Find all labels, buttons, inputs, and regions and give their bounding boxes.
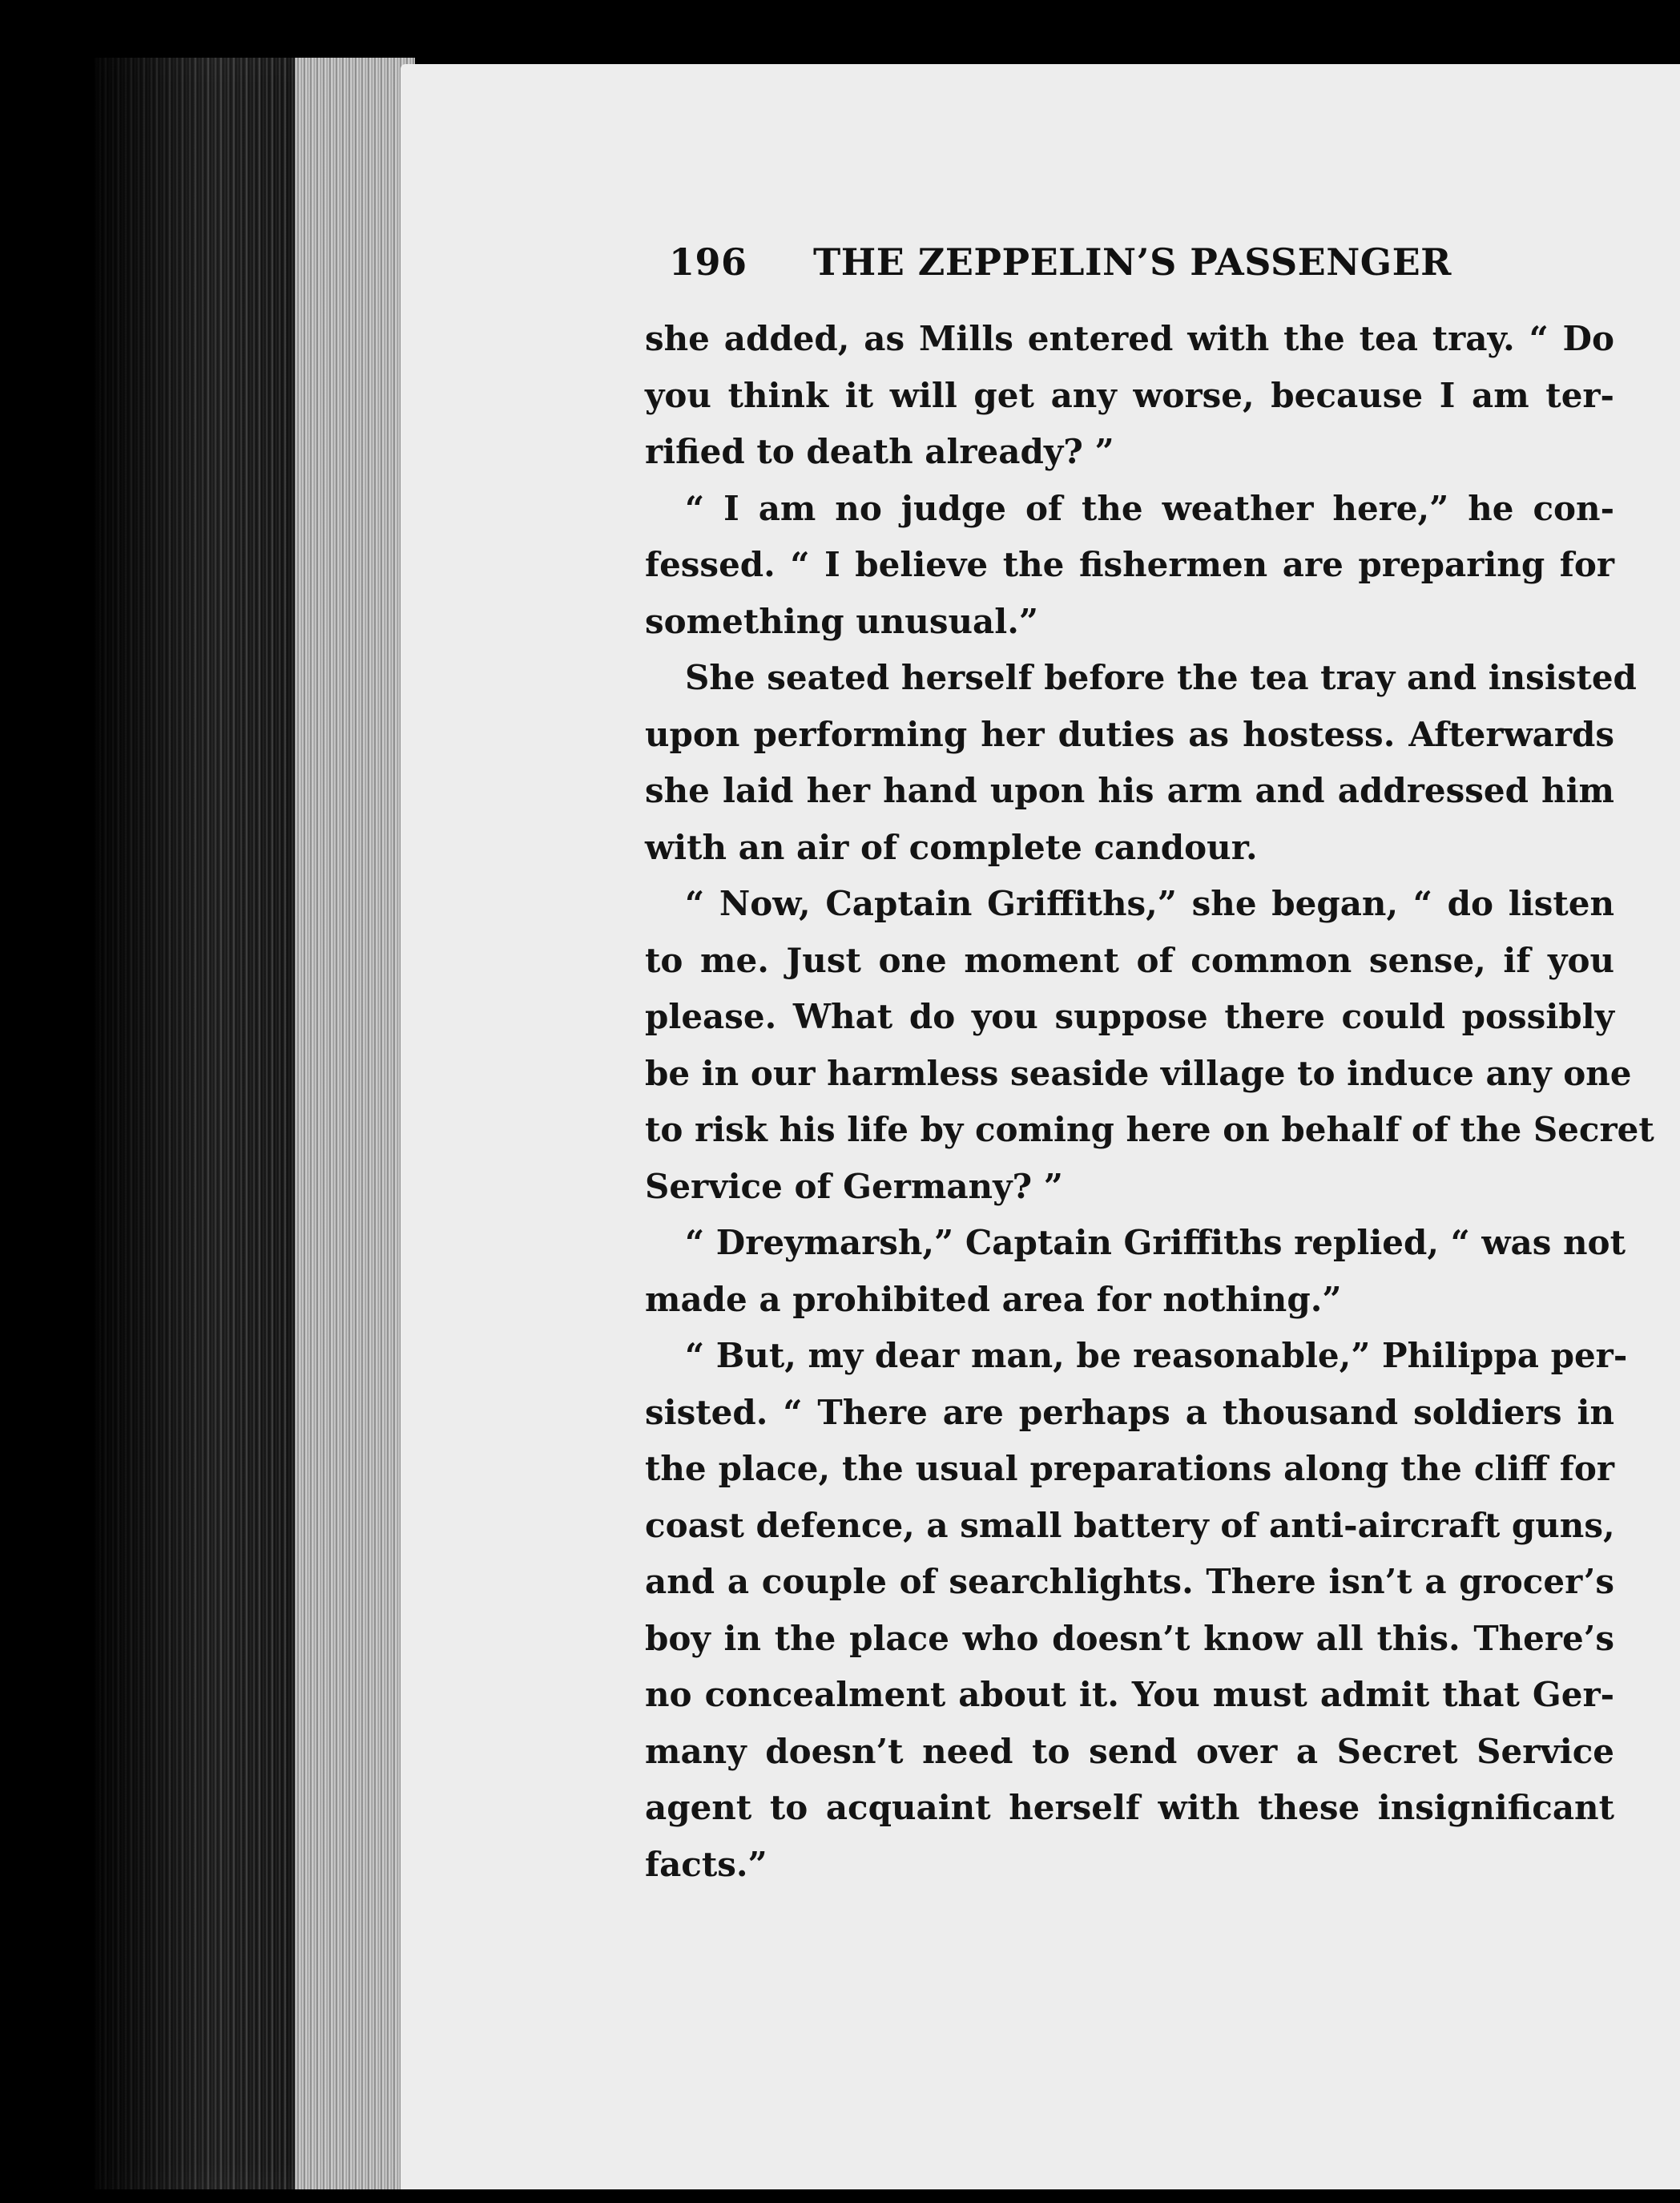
body-text xyxy=(645,311,1654,1893)
text-line: to me. Just one moment of common sense, if you xyxy=(645,940,1614,980)
text-line: facts.” xyxy=(645,1844,767,1884)
text-line: coast defence, a small battery of anti-aircraft guns, xyxy=(645,1505,1615,1545)
text-line: “ But, my dear man, be reasonable,” Philippa per- xyxy=(685,1336,1628,1375)
running-title: THE ZEPPELIN’S PASSENGER xyxy=(813,240,1452,284)
text-line: to risk his life by coming here on behalf of the Secret xyxy=(645,1110,1654,1149)
text-line: the place, the usual preparations along the cliff for xyxy=(645,1449,1614,1488)
text-line: “ Dreymarsh,” Captain Griffiths replied, “ was not xyxy=(685,1223,1626,1262)
page-header xyxy=(669,240,1486,297)
text-line: made a prohibited area for nothing.” xyxy=(645,1279,1342,1319)
text-line: rified to death already? ” xyxy=(645,432,1114,471)
text-line: “ Now, Captain Griffiths,” she began, “ do listen xyxy=(685,884,1614,923)
text-line: be in our harmless seaside village to induce any one xyxy=(645,1053,1632,1093)
text-line: she laid her hand upon his arm and addressed him xyxy=(645,771,1614,810)
text-line: many doesn’t need to send over a Secret Service xyxy=(645,1731,1614,1771)
page-number: 196 xyxy=(669,240,747,284)
text-line: no concealment about it. You must admit that Ger- xyxy=(645,1675,1614,1714)
text-line: Service of Germany? ” xyxy=(645,1166,1063,1206)
book-page-edges xyxy=(95,58,415,2189)
text-line: fessed. “ I believe the fishermen are preparing for xyxy=(645,545,1614,584)
text-line: she added, as Mills entered with the tea tray. “ Do xyxy=(645,319,1614,358)
text-line: She seated herself before the tea tray and insisted xyxy=(685,658,1637,697)
text-line: “ I am no judge of the weather here,” he con- xyxy=(685,488,1614,528)
text-line: boy in the place who doesn’t know all this. There’s xyxy=(645,1618,1614,1658)
text-line: something unusual.” xyxy=(645,601,1038,641)
text-line: sisted. “ There are perhaps a thousand soldiers in xyxy=(645,1392,1614,1432)
text-line: you think it will get any worse, because I am ter- xyxy=(645,375,1614,415)
text-line: please. What do you suppose there could possibly xyxy=(645,997,1614,1036)
text-line: upon performing her duties as hostess. Afterwards xyxy=(645,714,1614,754)
text-line: and a couple of searchlights. There isn’t a grocer’s xyxy=(645,1562,1614,1601)
text-line: agent to acquaint herself with these insignificant xyxy=(645,1788,1614,1827)
text-line: with an air of complete candour. xyxy=(645,827,1258,867)
